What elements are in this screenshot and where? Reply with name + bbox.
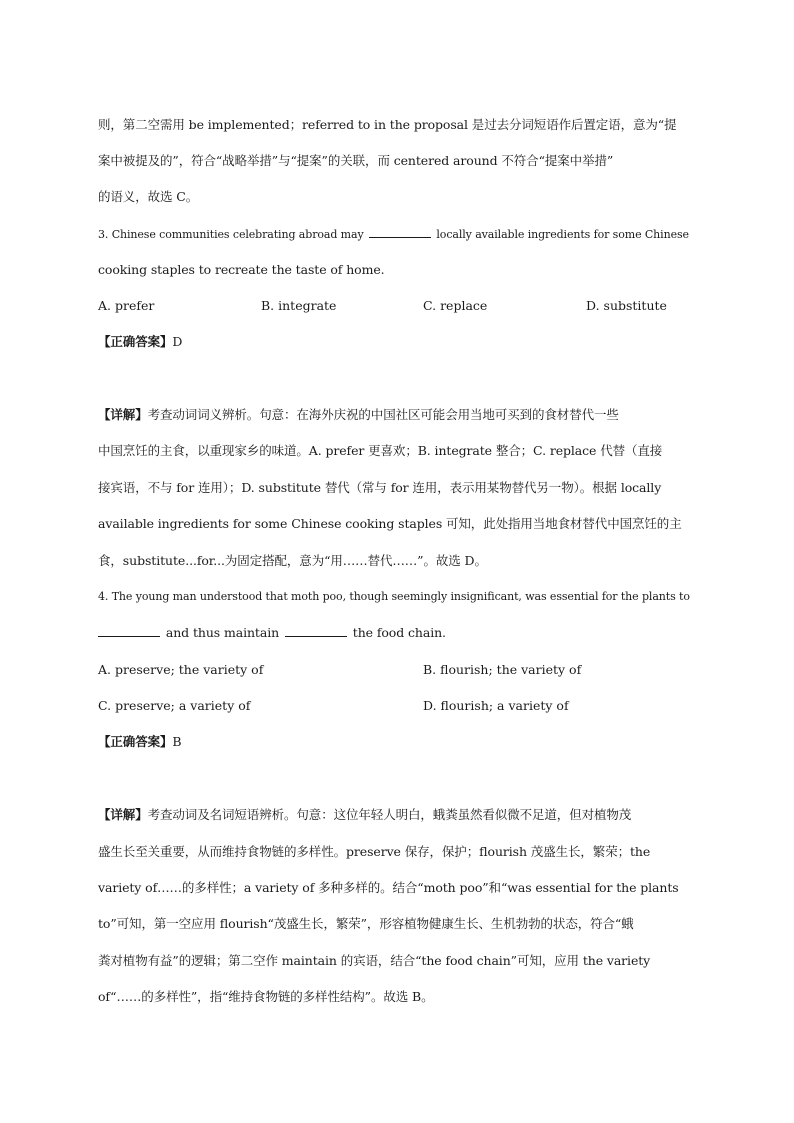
q4-detail-line1 (98, 806, 698, 824)
q3-stem-part-a: 3. Chinese communities celebrating abroad may (98, 228, 364, 241)
q3-option-a: A. prefer (98, 298, 155, 313)
q3-detail-line1 (98, 406, 698, 424)
q3-stem-line1 (98, 225, 698, 244)
q4-stem-mid: and thus maintain (165, 625, 280, 640)
q4-stem-end: the food chain. (352, 625, 446, 640)
q4-detail-line: to”可知，第一空应用 flourish“茂盛生长，繁荣”，形容植物健康生长、生机勃勃的状态，符合“蛾 (98, 916, 634, 931)
q3-answer-value: D (172, 334, 183, 349)
q4-stem-line2 (98, 624, 698, 642)
q4-blank-1 (98, 624, 160, 637)
q4-option-d: D. flourish; a variety of (423, 698, 569, 713)
q4-option-a: A. preserve; the variety of (98, 662, 264, 677)
prev-explanation-line: 的语义，故选 C。 (98, 189, 199, 204)
q3-detail-line: 中国烹饪的主食，以重现家乡的味道。A. prefer 更喜欢；B. integrate 整合；C. replace 代替（直接 (98, 443, 663, 458)
q4-detail-line: variety of……的多样性；a variety of 多种多样的。结合“moth poo”和“was essential for the plants (98, 880, 679, 895)
q3-detail-line: 接宾语，不与 for 连用）；D. substitute 替代（常与 for 连用，表示用某物替代另一物）。根据 locally (98, 480, 662, 495)
q4-detail-label: 【详解】 (98, 807, 148, 822)
q4-option-b: B. flourish; the variety of (423, 662, 582, 677)
q4-answer-value: B (172, 734, 182, 749)
q4-detail-text: 考查动词及名词短语辨析。句意：这位年轻人明白，蛾粪虽然看似微不足道，但对植物茂 (147, 807, 632, 822)
q4-answer-label: 【正确答案】 (98, 734, 173, 749)
q3-blank (369, 225, 431, 238)
q3-answer-label: 【正确答案】 (98, 334, 173, 349)
q3-option-d: D. substitute (586, 298, 667, 313)
q4-stem-line1: 4. The young man understood that moth poo, though seemingly insignificant, was essential for the plants to (98, 590, 690, 603)
q4-answer (98, 733, 698, 751)
q4-detail-line: of“……的多样性”，指“维持食物链的多样性结构”。故选 B。 (98, 989, 434, 1004)
prev-explanation-line: 则，第二空需用 be implemented；referred to in the proposal 是过去分词短语作后置定语，意为“提 (98, 117, 677, 132)
q3-stem-part-b: locally available ingredients for some Chinese (436, 228, 689, 241)
q4-detail-line: 粪对植物有益”的逻辑；第二空作 maintain 的宾语，结合“the food chain”可知，应用 the variety (98, 953, 651, 968)
q3-detail-label: 【详解】 (98, 407, 148, 422)
q4-option-c: C. preserve; a variety of (98, 698, 251, 713)
q3-detail-line: 食，substitute...for...为固定搭配，意为“用……替代……”。故选 D。 (98, 553, 487, 568)
q3-detail-line: available ingredients for some Chinese cooking staples 可知，此处指用当地食材替代中国烹饪的主 (98, 516, 682, 531)
q4-blank-2 (285, 624, 347, 637)
q3-option-c: C. replace (423, 298, 488, 313)
prev-explanation-line: 案中被提及的”，符合“战略举措”与“提案”的关联，而 centered around 不符合“提案中举措” (98, 153, 614, 168)
q3-stem-line2: cooking staples to recreate the taste of home. (98, 262, 385, 277)
q3-answer (98, 333, 698, 351)
q3-option-b: B. integrate (261, 298, 337, 313)
q4-detail-line: 盛生长至关重要，从而维持食物链的多样性。preserve 保存，保护；flourish 茂盛生长，繁荣；the (98, 844, 651, 859)
q3-detail-text: 考查动词词义辨析。句意：在海外庆祝的中国社区可能会用当地可买到的食材替代一些 (147, 407, 619, 422)
